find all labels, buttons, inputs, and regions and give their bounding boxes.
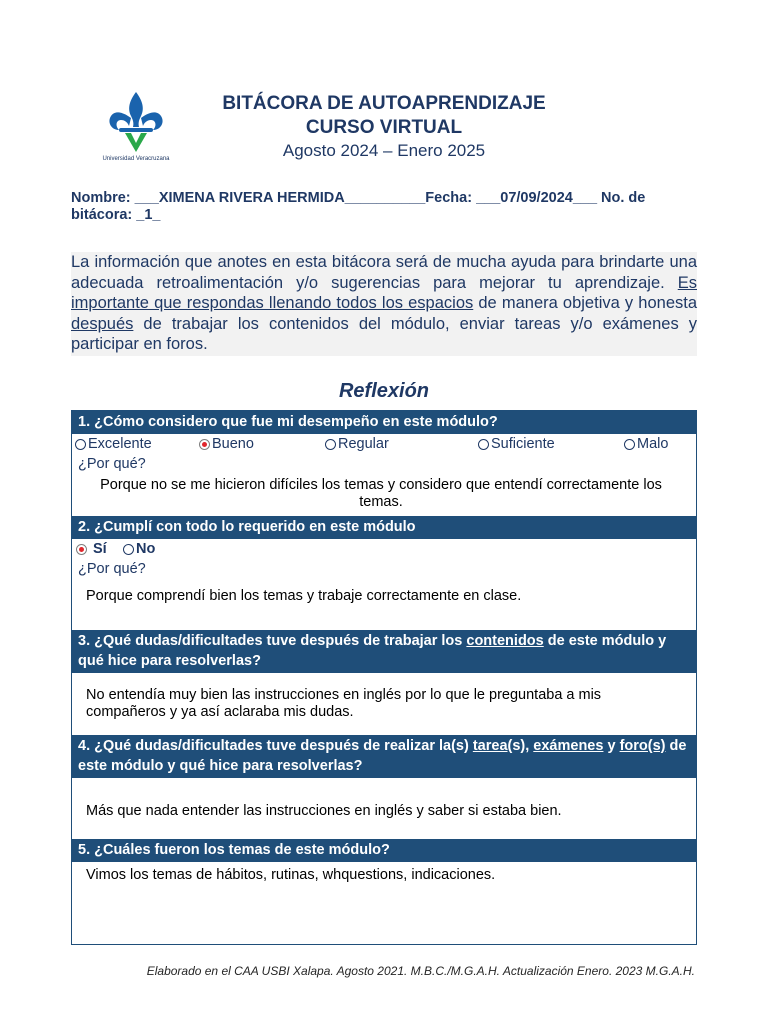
intro-text-1: La información que anotes en esta bitácora será de mucha ayuda para brindarte una adecuada retroalimentación y/o sugerencias para mejorar tu aprendizaje. bbox=[71, 253, 697, 292]
question-3-title-underline: contenidos bbox=[466, 633, 544, 649]
option-bueno-label: Bueno bbox=[212, 436, 254, 452]
question-3-title-b: de este módulo y qué hice para resolverlas? bbox=[78, 633, 667, 669]
question-2-header: 2. ¿Cumplí con todo lo requerido en este módulo bbox=[72, 516, 696, 539]
question-1-options bbox=[72, 434, 696, 454]
option-malo[interactable] bbox=[624, 436, 668, 452]
option-regular[interactable] bbox=[325, 436, 389, 452]
question-4-title-u2: exámenes bbox=[533, 738, 604, 754]
question-4-header bbox=[72, 735, 696, 778]
radio-si-icon[interactable] bbox=[76, 544, 87, 555]
document-title: BITÁCORA DE AUTOAPRENDIZAJE bbox=[222, 93, 546, 114]
option-no[interactable] bbox=[123, 541, 155, 557]
section-title: Reflexión bbox=[338, 380, 430, 402]
question-3-title-a: 3. ¿Qué dudas/dificultades tuve después de trabajar los bbox=[78, 633, 467, 649]
question-1-why: ¿Por qué? bbox=[78, 456, 146, 472]
course-period: Agosto 2024 – Enero 2025 bbox=[282, 141, 486, 160]
question-3-answer[interactable]: No entendía muy bien las instrucciones en inglés por lo que le preguntaba a mis compañeros y ya así aclaraba mis dudas. bbox=[86, 687, 602, 720]
question-4-title-mid1: (s), bbox=[507, 738, 534, 754]
option-si[interactable] bbox=[76, 541, 107, 557]
footer-note: Elaborado en el CAA USBI Xalapa. Agosto 2021. M.B.C./M.G.A.H. Actualización Enero. 2023 M.G.A.H. bbox=[146, 964, 695, 978]
document-subtitle: CURSO VIRTUAL bbox=[305, 117, 463, 138]
option-si-label: Sí bbox=[93, 541, 107, 557]
question-4-title-u1: tarea bbox=[472, 738, 508, 754]
student-info-line2: bitácora: _1_ bbox=[71, 207, 161, 223]
question-5-header: 5. ¿Cuáles fueron los temas de este módulo? bbox=[72, 839, 696, 862]
option-bueno[interactable] bbox=[199, 436, 254, 452]
radio-excelente-icon[interactable] bbox=[75, 439, 86, 450]
radio-bueno-icon[interactable] bbox=[199, 439, 210, 450]
radio-suficiente-icon[interactable] bbox=[478, 439, 489, 450]
question-1-answer[interactable]: Porque no se me hicieron difíciles los temas y considero que entendí correctamente los temas. bbox=[100, 477, 662, 510]
option-malo-label: Malo bbox=[637, 436, 669, 452]
radio-regular-icon[interactable] bbox=[325, 439, 336, 450]
reflection-table bbox=[71, 410, 697, 945]
question-5-answer[interactable]: Vimos los temas de hábitos, rutinas, whquestions, indicaciones. bbox=[86, 867, 496, 883]
question-3-header bbox=[72, 630, 696, 673]
intro-underline-2: después bbox=[71, 314, 134, 333]
question-2-answer[interactable]: Porque comprendí bien los temas y trabaje correctamente en clase. bbox=[86, 588, 522, 604]
question-4-title-u3: foro(s) bbox=[619, 738, 666, 754]
option-excelente-label: Excelente bbox=[88, 436, 152, 452]
option-suficiente-label: Suficiente bbox=[491, 436, 555, 452]
question-4-answer[interactable]: Más que nada entender las instrucciones en inglés y saber si estaba bien. bbox=[86, 803, 562, 819]
question-4-title-mid2: y bbox=[603, 738, 620, 754]
intro-paragraph bbox=[71, 252, 697, 356]
radio-no-icon[interactable] bbox=[123, 544, 134, 555]
option-suficiente[interactable] bbox=[478, 436, 555, 452]
question-2-options bbox=[72, 539, 696, 559]
option-regular-label: Regular bbox=[338, 436, 389, 452]
option-no-label: No bbox=[136, 541, 156, 557]
intro-text-3: de trabajar los contenidos del módulo, enviar tareas y/o exámenes y participar en foros. bbox=[71, 314, 697, 354]
radio-malo-icon[interactable] bbox=[624, 439, 635, 450]
student-info bbox=[71, 190, 701, 224]
question-1-header: 1. ¿Cómo considero que fue mi desempeño en este módulo? bbox=[72, 411, 696, 434]
intro-text-2: de manera objetiva y honesta bbox=[473, 294, 697, 313]
student-info-line1: Nombre: ___XIMENA RIVERA HERMIDA__________Fecha: ___07/09/2024___ No. de bbox=[71, 190, 646, 206]
question-2-why: ¿Por qué? bbox=[78, 561, 146, 577]
question-4-title-b: de este módulo y qué hice para resolverlas? bbox=[78, 738, 687, 774]
question-4-title-a: 4. ¿Qué dudas/dificultades tuve después de realizar la(s) bbox=[78, 738, 473, 754]
option-excelente[interactable] bbox=[75, 436, 152, 452]
intro-underline-1: Es importante que respondas llenando todos los espacios bbox=[71, 273, 697, 313]
logo-caption: Universidad Veracruzana bbox=[102, 156, 170, 162]
